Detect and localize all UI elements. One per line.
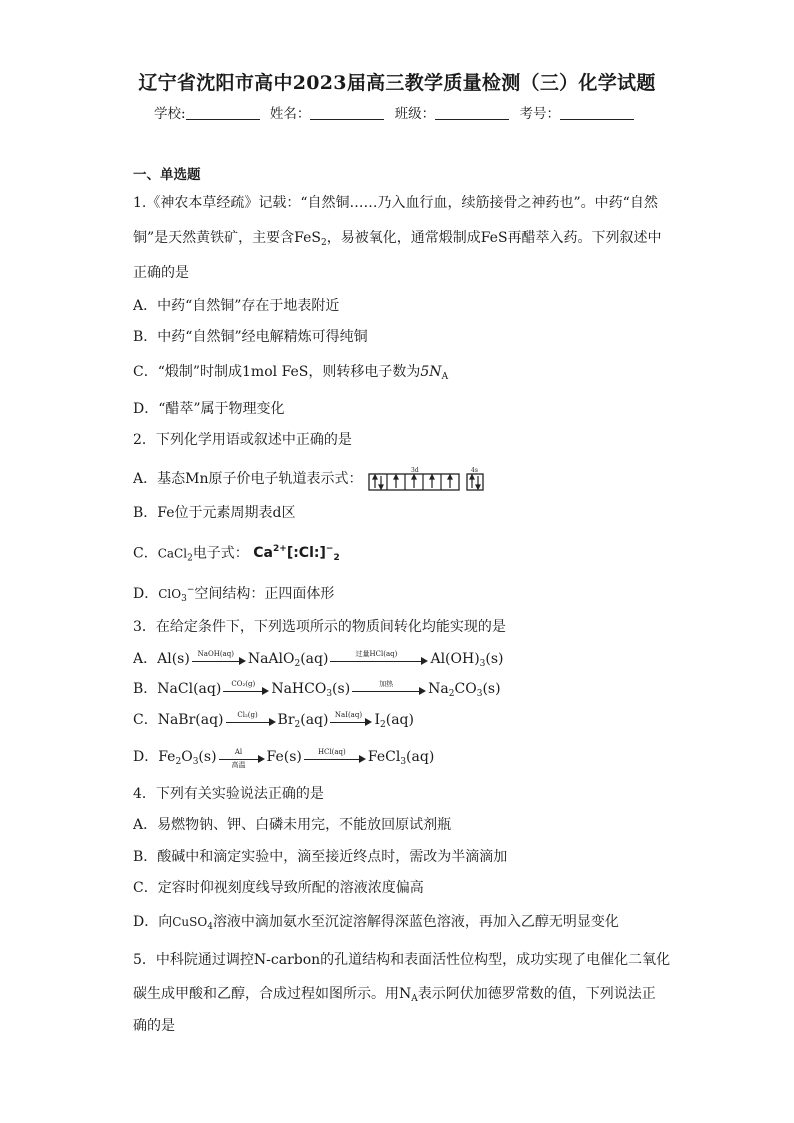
q1-option-a[interactable]: A．中药“自然铜”存在于地表附近: [133, 298, 340, 314]
section-heading: 一、单选题: [133, 167, 201, 183]
q2-option-d[interactable]: D．ClO$_3$−空间结构：正四面体形: [133, 585, 335, 604]
q3-option-d[interactable]: D．$Fe_2O_3(s)$ Al 高温 Fe(s) HCl(aq) FeCl$_3$(aq): [133, 748, 435, 769]
name-blank[interactable]: [310, 105, 384, 120]
q3-option-a[interactable]: A．Al(s) NaOH(aq) NaAlO$_2$(aq) 过量HCl(aq) $Al(OH)_3(s)$: [133, 650, 504, 669]
name-label: 姓名：: [269, 106, 311, 122]
q4-option-b[interactable]: B．酸碱中和滴定实验中，滴至接近终点时，需改为半滴滴加: [133, 849, 508, 865]
q2-stem: 2．下列化学用语或叙述中正确的是: [133, 432, 352, 448]
q1-stem-line2: 铜”是天然黄铁矿，主要含FeS$_2$，易被氧化，通常煅制成FeS再醋萃入药。下列叙述中: [133, 230, 662, 248]
reaction-arrow: CO₂(g): [223, 682, 269, 696]
q4-option-a[interactable]: A．易燃物钠、钾、白磷未用完，不能放回原试剂瓶: [133, 817, 452, 833]
orbital-3d-label: 3d: [410, 467, 419, 474]
class-label: 班级：: [394, 106, 436, 122]
school-label: 学校:: [154, 106, 186, 122]
q1-stem-line1: 1.《神农本草经疏》记载：“自然铜……乃入血行血，续筋接骨之神药也”。中药“自然: [133, 195, 658, 211]
student-info-fields: [0, 102, 794, 122]
q1-stem-line3: 正确的是: [133, 265, 189, 281]
q2-option-a[interactable]: A．基态Mn原子价电子轨道表示式： 3d 4s: [133, 466, 491, 492]
fes2-formula: FeS: [294, 230, 321, 246]
q3-option-b[interactable]: B．NaCl(aq) CO₂(g) NaHCO$_3$(s) 加热 $Na_2CO_3(s)$: [133, 680, 501, 699]
reaction-arrow: NaOH(aq): [192, 652, 246, 666]
q4-stem: 4．下列有关实验说法正确的是: [133, 786, 324, 802]
q2-option-c[interactable]: C．CaCl$_2$电子式： $Ca^{2+}[:Cl:]^-_2$: [133, 539, 340, 569]
reaction-arrow: Al 高温: [219, 750, 265, 764]
exam-title: 辽宁省沈阳市高中2023届高三教学质量检测（三）化学试题: [138, 72, 656, 94]
cacl2-electron-dot: $Ca^{2+}[:Cl:]^-_2$: [253, 544, 340, 563]
class-blank[interactable]: [435, 105, 509, 120]
q1-option-b[interactable]: B．中药“自然铜”经电解精炼可得纯铜: [133, 329, 368, 345]
q4-option-d[interactable]: D．向CuSO$_4$溶液中滴加氨水至沉淀溶解得深蓝色溶液，再加入乙醇无明显变化: [133, 914, 619, 932]
exam-number-blank[interactable]: [560, 105, 634, 120]
orbital-4s-label: 4s: [470, 467, 478, 474]
orbital-diagram: [367, 466, 491, 492]
q1-option-c[interactable]: C．“煅制”时制成1mol FeS，则转移电子数为$5N_A$: [133, 364, 449, 382]
exam-number-label: 考号：: [519, 106, 560, 122]
q2-option-b[interactable]: B．Fe位于元素周期表d区: [133, 505, 296, 521]
reaction-arrow: NaI(aq): [330, 713, 372, 727]
school-blank[interactable]: [186, 105, 260, 120]
q3-option-c[interactable]: C．NaBr(aq) Cl₂(g) $Br_2(aq)$ NaI(aq) $I_2(aq)$: [133, 711, 414, 730]
q3-stem: 3．在给定条件下，下列选项所示的物质间转化均能实现的是: [133, 619, 506, 635]
reaction-arrow: Cl₂(g): [226, 713, 276, 727]
reaction-arrow: 加热: [352, 682, 426, 696]
q5-stem-line1: 5．中科院通过调控N-carbon的孔道结构和表面活性位构型，成功实现了电催化二氧化: [133, 952, 671, 968]
q4-option-c[interactable]: C．定容时仰视刻度线导致所配的溶液浓度偏高: [133, 880, 424, 896]
reaction-arrow: HCl(aq): [304, 750, 366, 764]
q5-stem-line3: 确的是: [133, 1018, 175, 1034]
q5-stem-line2: 碳生成甲酸和乙醇，合成过程如图所示。用$N_A$表示阿伏加德罗常数的值，下列说法正: [133, 986, 656, 1004]
q1-option-d[interactable]: D．“醋萃”属于物理变化: [133, 401, 285, 417]
reaction-arrow: 过量HCl(aq): [330, 652, 428, 666]
